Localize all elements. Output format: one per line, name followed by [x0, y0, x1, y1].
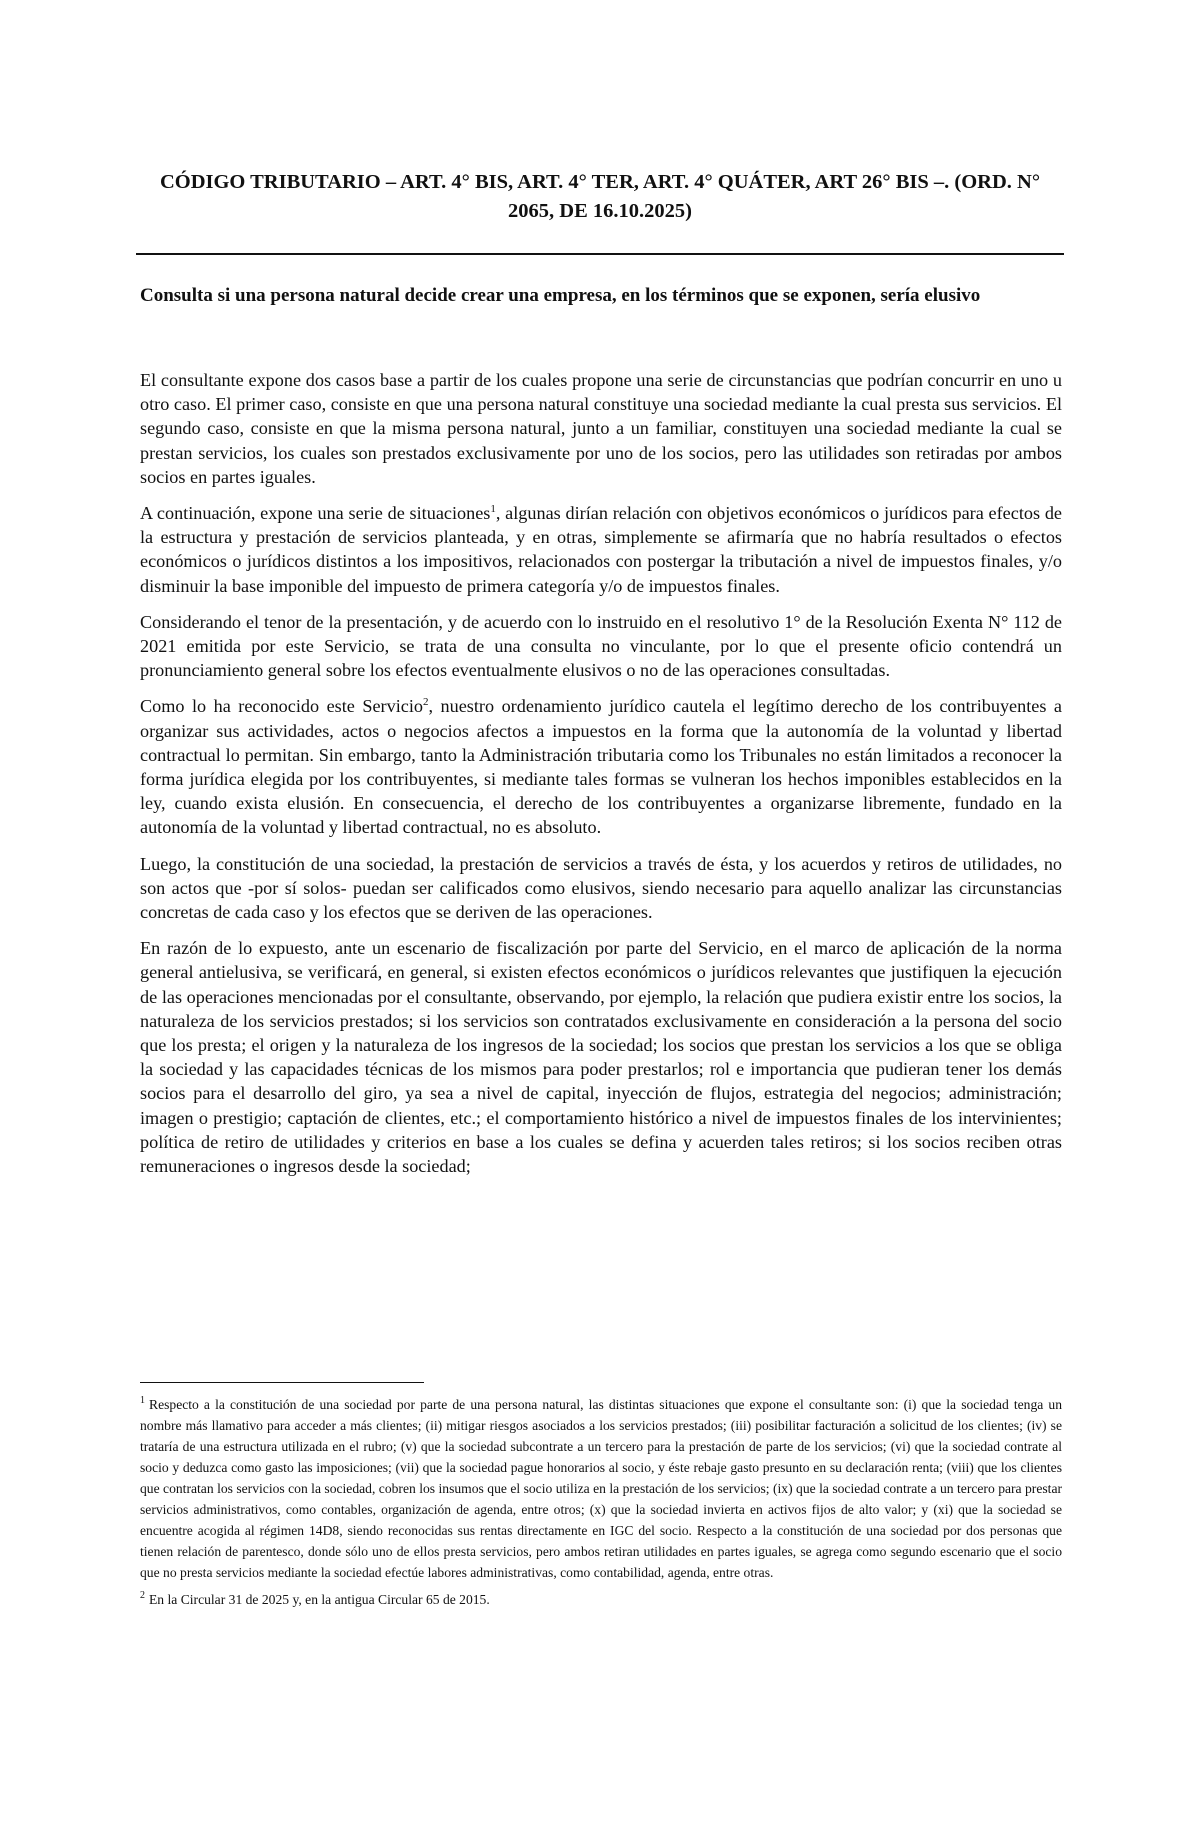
paragraph-6: En razón de lo expuesto, ante un escenario de fiscalización por parte del Servicio, en el marco de aplicación de la norma general antielusiva, se verificará, en general, si existen efectos económicos o jurídicos relevantes que justifiquen la ejecución de las operaciones mencionadas por el consultante, observando, por ejemplo, la relación que pudiera existir entre los socios, la naturaleza de los servicios prestados; si los servicios son contratados exclusivamente en consideración a la persona del socio que los presta; el origen y la naturaleza de los ingresos de la sociedad; los socios que prestan los servicios a los que se obliga la sociedad y las capacidades técnicas de los mismos para poder prestarlos; rol e importancia que pudieran tener los demás socios para el desarrollo del giro, ya sea a nivel de capital, inyección de flujos, estrategia del negocios; administración; imagen o prestigio; captación de clientes, etc.; el comportamiento histórico a nivel de impuestos finales de los intervinientes; política de retiro de utilidades y criterios en base a los cuales se defina y acuerden tales retiros; si los socios reciben otras remuneraciones o ingresos desde la sociedad;: [140, 938, 1062, 1177]
footnote-ref-2: 2: [422, 696, 429, 709]
footnote-1: [140, 1394, 1062, 1583]
document-title: CÓDIGO TRIBUTARIO – ART. 4° BIS, ART. 4° TER, ART. 4° QUÁTER, ART 26° BIS –. (ORD. N° 2065, DE 16.10.2025): [159, 171, 1041, 222]
paragraph-4-start: Como lo ha reconocido este Servicio: [140, 696, 423, 717]
footnote-2-text: En la Circular 31 de 2025 y, en la antigua Circular 65 de 2015.: [149, 1592, 490, 1607]
paragraph-2: [140, 501, 1062, 598]
paragraph-1: El consultante expone dos casos base a partir de los cuales propone una serie de circunstancias que podrían concurrir en uno u otro caso. El primer caso, consiste en que una persona natural constituye una sociedad mediante la cual presta sus servicios. El segundo caso, consiste en que la misma persona natural, junto a un familiar, constituyen una sociedad mediante la cual se prestan servicios, los cuales son prestados exclusivamente por uno de los socios, pero las utilidades son retiradas por ambos socios en partes iguales.: [140, 370, 1062, 487]
footnote-1-text: Respecto a la constitución de una sociedad por parte de una persona natural, las distintas situaciones que expone el consultante son: (i) que la sociedad tenga un nombre más llamativo para acceder a más clientes; (ii) mitigar riesgos asociados a los servicios prestados; (iii) posibilitar facturación a solicitud de los clientes; (iv) se trataría de una estructura utilizada en el rubro; (v) que la sociedad subcontrate a un tercero para la prestación de parte de los servicios; (vi) que la sociedad contrate al socio y deduzca como gasto las imposiciones; (vii) que la sociedad pague honorarios al socio, y éste rebaje gasto presunto en su declaración renta; (viii) que los clientes que contratan los servicios con la sociedad, cobren los insumos que el socio utiliza en la prestación de los servicios; (ix) que la sociedad contrate a un tercero para prestar servicios administrativos, como contables, organización de agenda, entre otros; (x) que la sociedad invierta en activos fijos de alto valor; y (xi) que la sociedad se encuentre acogida al régimen 14D8, siendo reconocidas sus rentas directamente en IGC del socio. Respecto a la constitución de una sociedad por dos personas que tienen relación de parentesco, donde sólo uno de ellos presta servicios, pero ambos retiran utilidades en partes iguales, se agrega como segundo escenario que el socio que no presta servicios mediante la sociedad efectúe labores administrativas, como contabilidad, agenda, entre otras.: [140, 1397, 1062, 1580]
document-subtitle: Consulta si una persona natural decide crear una empresa, en los términos que se exponen, sería elusivo: [140, 285, 981, 306]
paragraph-3: Considerando el tenor de la presentación, y de acuerdo con lo instruido en el resolutivo 1° de la Resolución Exenta N° 112 de 2021 emitida por este Servicio, se trata de una consulta no vinculante, por lo que el presente oficio contendrá un pronunciamiento general sobre los efectos eventualmente elusivos o no de las operaciones consultadas.: [140, 611, 1062, 681]
footnote-ref-1: 1: [490, 502, 496, 515]
footnote-2-mark: 2: [140, 1590, 145, 1602]
paragraph-4: [140, 694, 1062, 839]
footnote-1-mark: 1: [140, 1395, 145, 1407]
paragraph-2-start: A continuación, expone una serie de situaciones: [140, 503, 491, 524]
title-divider: [136, 253, 1064, 255]
footnote-2: [140, 1589, 1062, 1610]
footnote-divider: [140, 1382, 424, 1383]
paragraph-4-end: , nuestro ordenamiento jurídico cautela el legítimo derecho de los contribuyentes a organizar sus actividades, actos o negocios afectos a impuestos en la forma que la autonomía de la voluntad y libertad contractual lo permitan. Sin embargo, tanto la Administración tributaria como los Tribunales no están limitados a reconocer la forma jurídica elegida por los contribuyentes, si mediante tales formas se vulneran los hechos imponibles establecidos en la ley, cuando exista elusión. En consecuencia, el derecho de los contribuyentes a organizarse libremente, fundado en la autonomía de la voluntad y libertad contractual, no es absoluto.: [140, 696, 1062, 838]
paragraph-5: Luego, la constitución de una sociedad, la prestación de servicios a través de ésta, y los acuerdos y retiros de utilidades, no son actos que -por sí solos- puedan ser calificados como elusivos, siendo necesario para aquello analizar las circunstancias concretas de cada caso y los efectos que se deriven de las operaciones.: [140, 853, 1062, 923]
footnotes: [140, 1394, 1062, 1616]
document-body: [140, 368, 1062, 1190]
paragraph-2-end: , algunas dirían relación con objetivos económicos o jurídicos para efectos de la estructura y prestación de servicios planteada, y en otras, simplemente se afirmaría que no habría resultados o efectos económicos o jurídicos distintos a los impositivos, relacionados con postergar la tributación a nivel de impuestos finales, y/o disminuir la base imponible del impuesto de primera categoría y/o de impuestos finales.: [140, 503, 1062, 596]
